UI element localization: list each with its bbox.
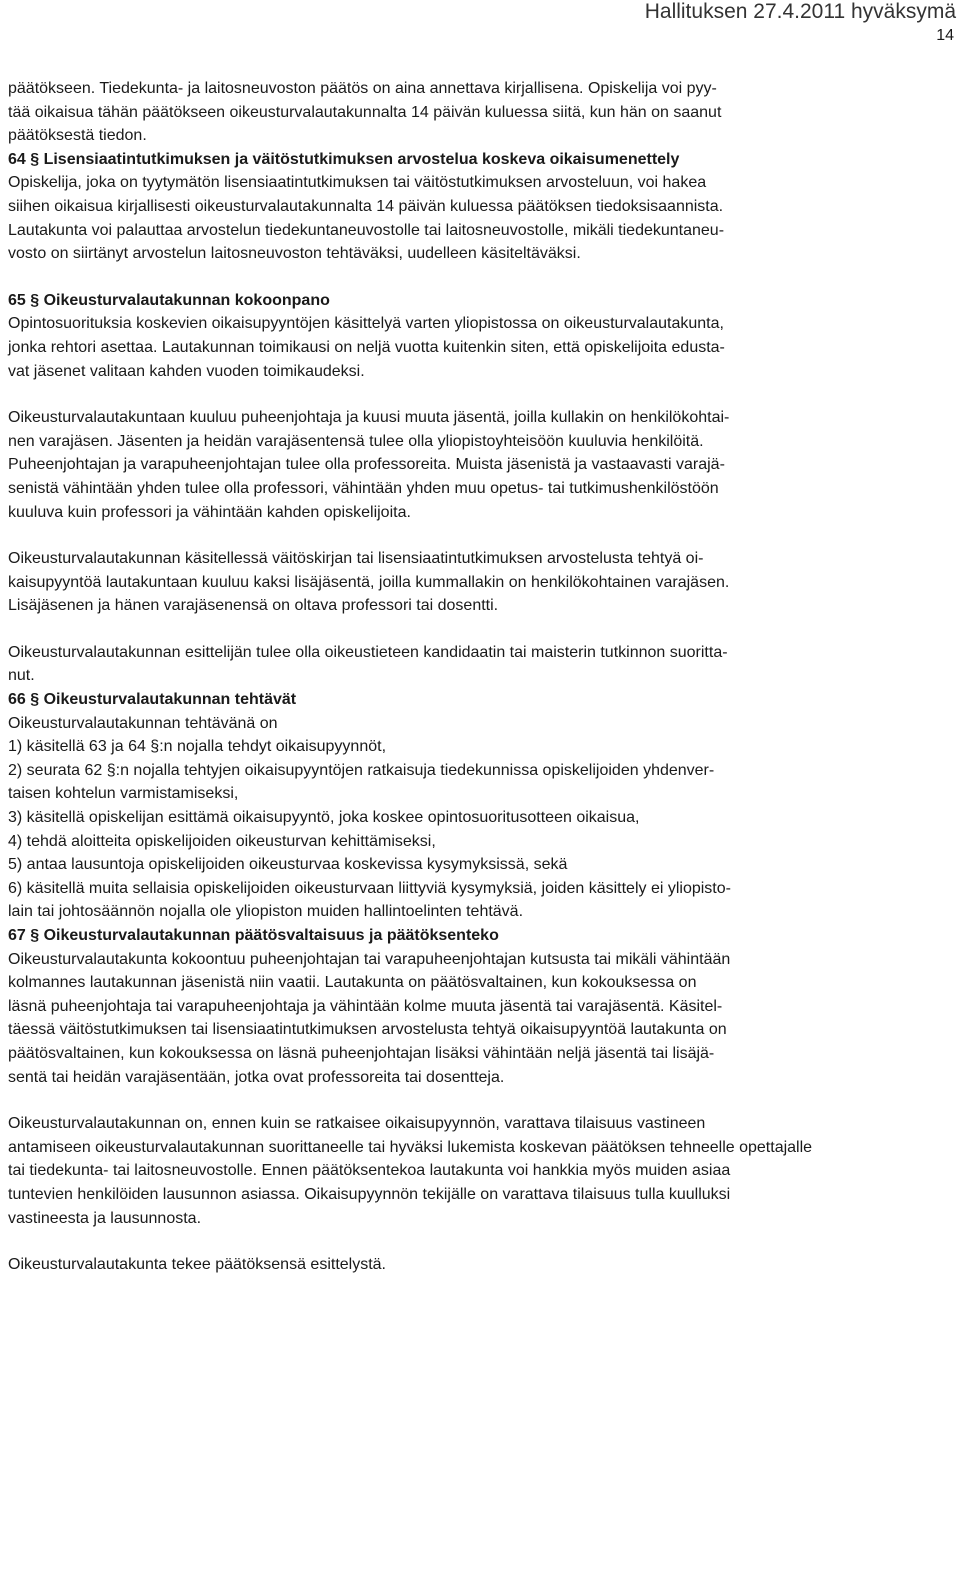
section-66-intro: Oikeusturvalautakunnan tehtävänä on (8, 714, 278, 732)
page-number: 14 (936, 27, 954, 44)
text-line: siihen oikaisua kirjallisesti oikeusturvalautakunnalta 14 päivän kuluessa päätöksen tiedoksisaannista. (8, 197, 724, 215)
section-65-paragraph-3 (8, 547, 952, 618)
list-item: 4) tehdä aloitteita opiskelijoiden oikeusturvan kehittämiseksi, (8, 832, 436, 850)
text-line: kuuluva kuin professori ja vähintään kahden opiskelijoita. (8, 503, 411, 521)
text-line: tai tiedekunta- tai laitosneuvostolle. Ennen päätöksentekoa lautakunta voi hankkia myös muiden asiaa (8, 1162, 731, 1180)
text-line: Puheenjohtajan ja varapuheenjohtajan tulee olla professoreita. Muista jäsenistä ja vastaavasti varajä- (8, 456, 725, 474)
section-65-paragraph-2 (8, 406, 952, 524)
text-line: sentä tai heidän varajäsentään, jotka ovat professoreita tai dosentteja. (8, 1068, 505, 1086)
text-line: Opintosuorituksia koskevien oikaisupyyntöjen käsittelyä varten yliopistossa on oikeusturvalautakunta, (8, 315, 724, 333)
text-line: Opiskelija, joka on tyytymätön lisensiaatintutkimuksen tai väitöstutkimuksen arvosteluun, voi hakea (8, 174, 707, 192)
text-line: nut. (8, 667, 35, 685)
text-line: Lisäjäsenen ja hänen varajäsenensä on oltava professori tai dosentti. (8, 597, 499, 615)
text-line: Oikeusturvalautakunnan on, ennen kuin se ratkaisee oikaisupyynnön, varattava tilaisuus vastineen (8, 1115, 706, 1133)
section-65-heading: 65 § Oikeusturvalautakunnan kokoonpano (8, 291, 330, 309)
section-64-paragraph (8, 171, 952, 265)
section-67-paragraph-3 (8, 1253, 952, 1277)
document-header-title: Hallituksen 27.4.2011 hyväksymä (644, 0, 956, 23)
section-66-list (8, 735, 952, 924)
text-line: Oikeusturvalautakunnan esittelijän tulee olla oikeustieteen kandidaatin tai maisterin tutkinnon suoritta- (8, 643, 728, 661)
text-line: kolmannes lautakunnan jäsenistä niin vaatii. Lautakunta on päätösvaltainen, kun kokouksessa on (8, 974, 697, 992)
intro-paragraph (8, 77, 952, 148)
text-line: päätökseen. Tiedekunta- ja laitosneuvoston päätös on aina annettava kirjallisena. Opiskelija voi pyy- (8, 80, 717, 97)
section-64-heading: 64 § Lisensiaatintutkimuksen ja väitöstutkimuksen arvostelua koskeva oikaisumenettely (8, 150, 680, 168)
list-item: 5) antaa lausuntoja opiskelijoiden oikeusturvaa koskevissa kysymyksissä, sekä (8, 856, 568, 874)
text-line: vastineesta ja lausunnosta. (8, 1209, 202, 1227)
text-line: antamiseen oikeusturvalautakunnan suorittaneelle tai hyväksi lukemista koskevan päätöksen tehneelle opettajalle (8, 1138, 813, 1156)
list-item: 3) käsitellä opiskelijan esittämä oikaisupyyntö, joka koskee opintosuoritusotteen oikaisua, (8, 809, 640, 827)
list-item: 1) käsitellä 63 ja 64 §:n nojalla tehdyt oikaisupyynnöt, (8, 738, 387, 756)
text-line: Oikeusturvalautakunta tekee päätöksensä esittelystä. (8, 1256, 386, 1274)
text-line: senistä vähintään yhden tulee olla professori, vähintään yhden muu opetus- tai tutkimushenkilöstöön (8, 479, 719, 497)
section-66-heading: 66 § Oikeusturvalautakunnan tehtävät (8, 691, 297, 709)
text-line: tää oikaisua tähän päätökseen oikeusturvalautakunnalta 14 päivän kuluessa siitä, kun hän on saanut (8, 103, 722, 121)
text-line: Oikeusturvalautakunta kokoontuu puheenjohtajan tai varapuheenjohtajan kutsusta tai mikäli vähintään (8, 950, 731, 968)
section-67-paragraph-2 (8, 1112, 952, 1230)
text-line: Oikeusturvalautakunnan käsitellessä väitöskirjan tai lisensiaatintutkimuksen arvostelusta tehtyä oi- (8, 550, 704, 568)
text-line: päätöksestä tiedon. (8, 127, 147, 145)
section-65-paragraph-1 (8, 312, 952, 383)
text-line: vosto on siirtänyt arvostelun laitosneuvoston tehtäväksi, uudelleen käsiteltäväksi. (8, 245, 581, 263)
text-line: kaisupyyntöä lautakuntaan kuuluu kaksi lisäjäsentä, joilla kummallakin on henkilökohtainen varajäsen. (8, 573, 730, 591)
list-item: 6) käsitellä muita sellaisia opiskelijoiden oikeusturvaan liittyviä kysymyksiä, joiden käsittely ei yliopisto- (8, 879, 731, 897)
text-line: jonka rehtori asettaa. Lautakunnan toimikausi on neljä vuotta kuitenkin siten, että opiskelijoita edusta- (8, 338, 725, 356)
text-line: Lautakunta voi palauttaa arvostelun tiedekuntaneuvostolle tai laitosneuvostolle, mikäli tiedekuntaneu- (8, 221, 725, 239)
section-67-paragraph-1 (8, 948, 952, 1090)
text-line: Oikeusturvalautakuntaan kuuluu puheenjohtaja ja kuusi muuta jäsentä, joilla kullakin on henkilökohtai- (8, 409, 730, 427)
text-line: päätösvaltainen, kun kokouksessa on läsnä puheenjohtajan lisäksi vähintään neljä jäsentä tai lisäjä- (8, 1044, 715, 1062)
document-body (8, 77, 952, 1277)
list-item: lain tai johtosäännön nojalla ole yliopiston muiden hallintoelinten tehtävä. (8, 903, 524, 921)
section-65-paragraph-4 (8, 641, 952, 688)
section-67-heading: 67 § Oikeusturvalautakunnan päätösvaltaisuus ja päätöksenteko (8, 927, 499, 944)
list-item: 2) seurata 62 §:n nojalla tehtyjen oikaisupyyntöjen ratkaisuja tiedekunnissa opiskelijoiden yhdenver- (8, 761, 715, 779)
text-line: vat jäsenet valitaan kahden vuoden toimikaudeksi. (8, 362, 365, 380)
text-line: nen varajäsen. Jäsenten ja heidän varajäsentensä tulee olla yliopistoyhteisöön kuuluvia henkilöitä. (8, 432, 704, 450)
text-line: täessä väitöstutkimuksen tai lisensiaatintutkimuksen arvostelusta tehtyä oikaisupyyntöä lautakunta on (8, 1021, 727, 1039)
text-line: läsnä puheenjohtaja tai varapuheenjohtaja ja vähintään kolme muuta jäsentä tai varajäsentä. Käsitel- (8, 997, 723, 1015)
text-line: tuntevien henkilöiden lausunnon asiassa. Oikaisupyynnön tekijälle on varattava tilaisuus tulla kuulluksi (8, 1185, 731, 1203)
list-item: taisen kohtelun varmistamiseksi, (8, 785, 239, 803)
